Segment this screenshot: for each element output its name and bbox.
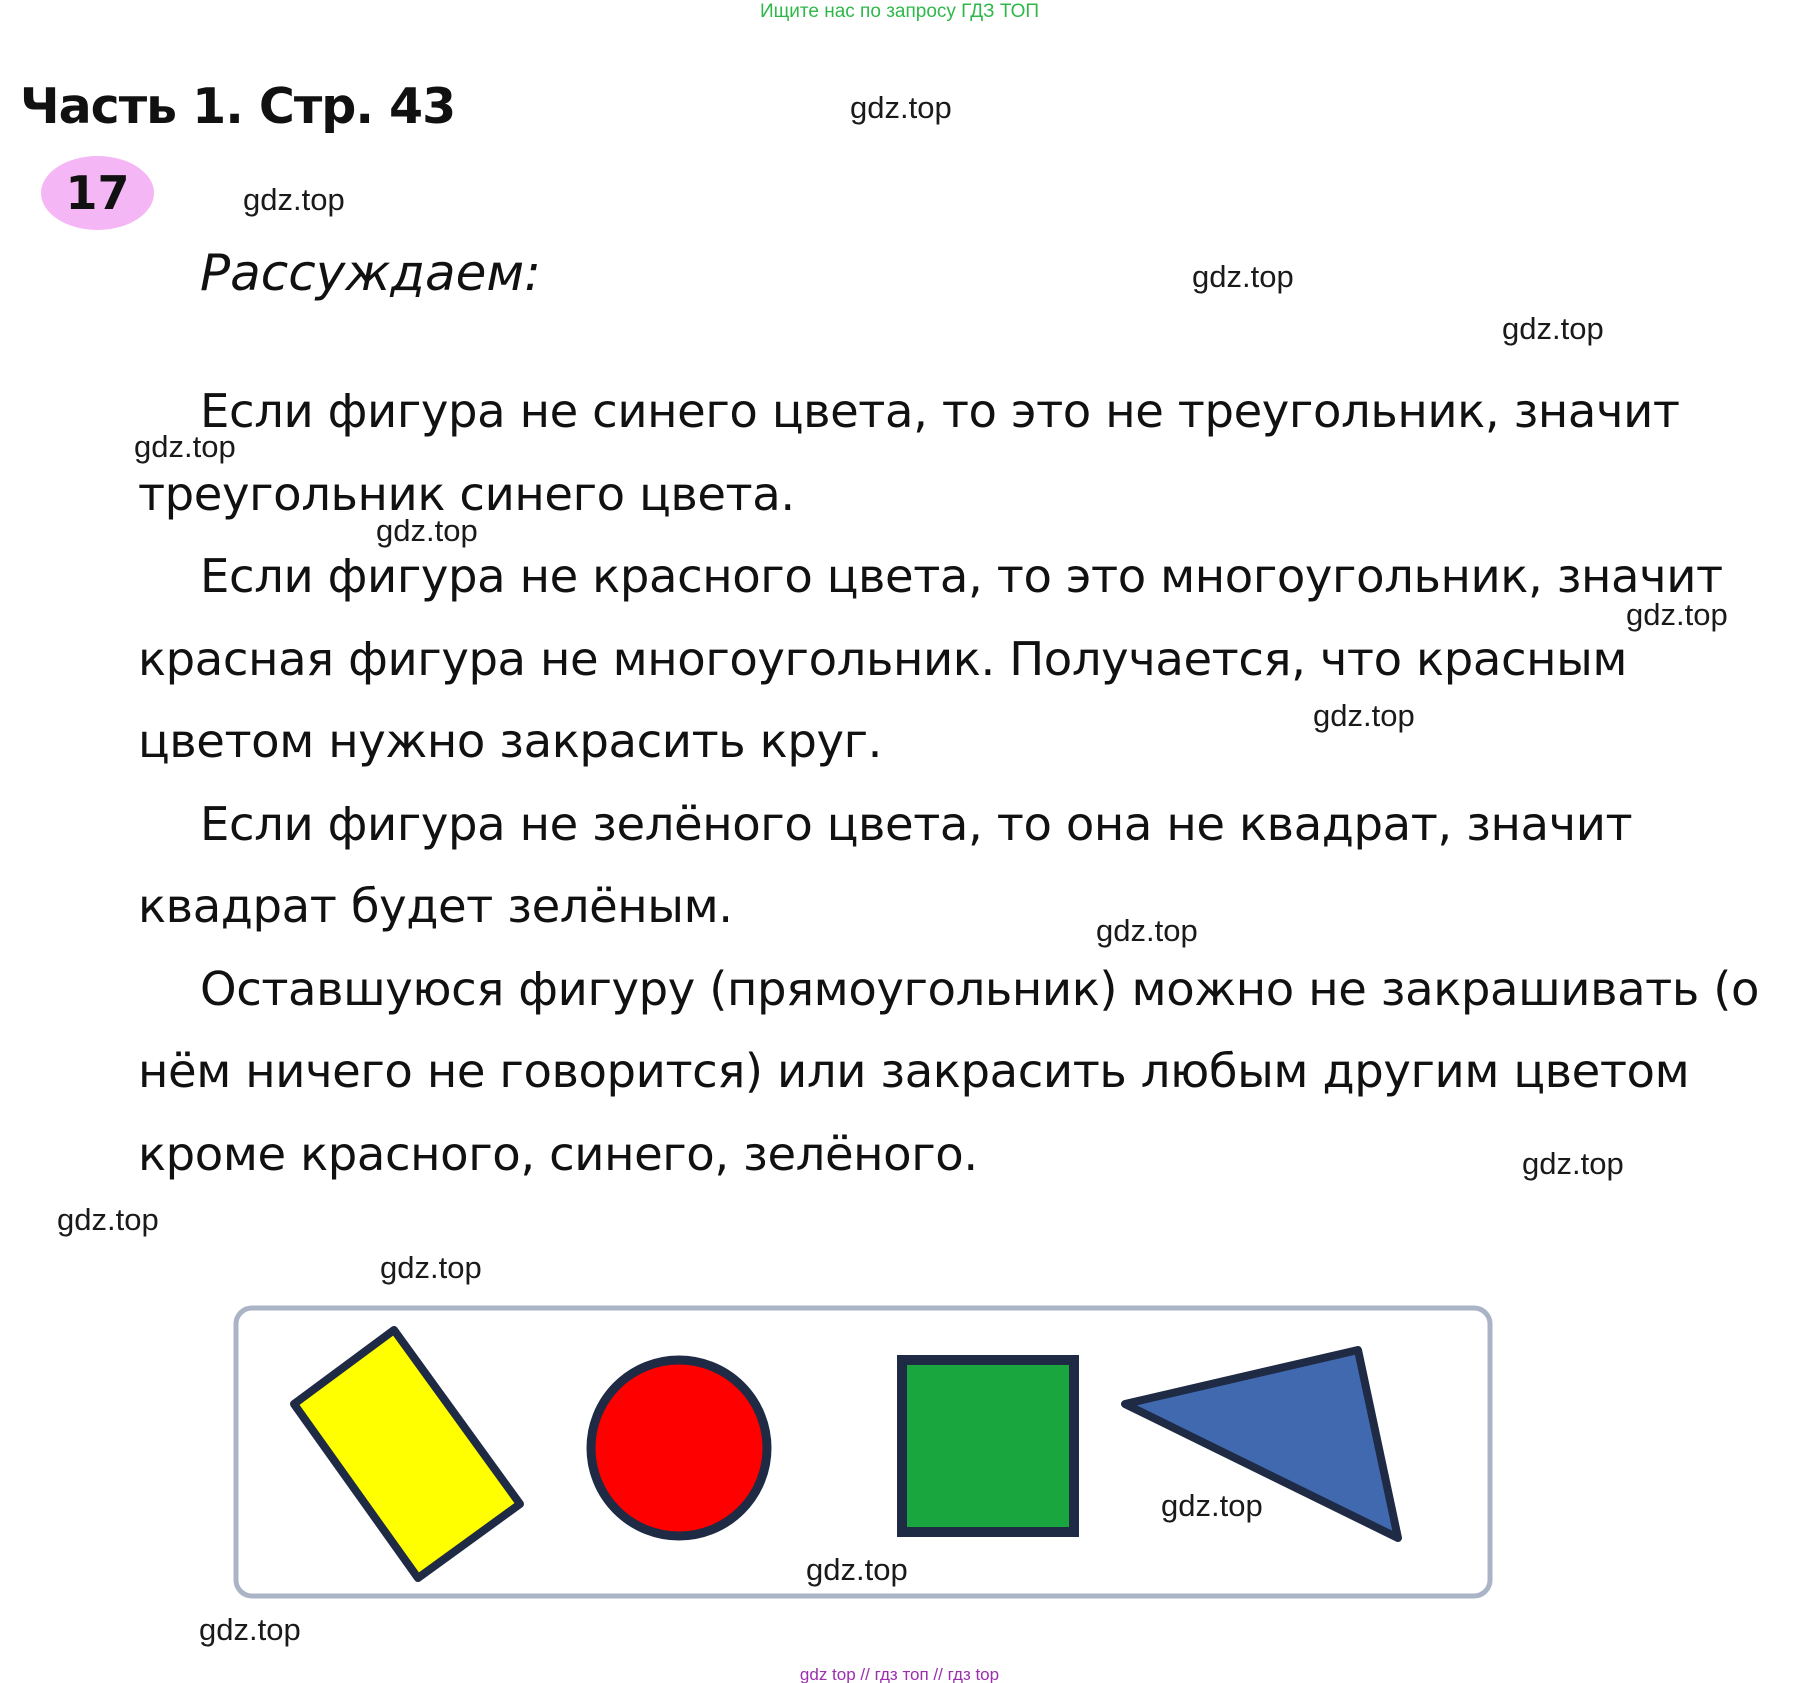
watermark: gdz.top <box>1522 1146 1624 1181</box>
page-title: Часть 1. Стр. 43 <box>20 78 456 135</box>
watermark: gdz.top <box>1161 1488 1263 1523</box>
watermark: gdz.top <box>57 1202 159 1237</box>
watermark: gdz.top <box>1096 913 1198 948</box>
watermark: gdz.top <box>199 1612 301 1647</box>
watermark: gdz.top <box>1192 259 1294 294</box>
task-number-badge <box>41 156 154 230</box>
watermark: gdz.top <box>243 182 345 217</box>
watermark: gdz.top <box>376 513 478 548</box>
watermark: gdz.top <box>1313 698 1415 733</box>
watermark: gdz.top <box>380 1250 482 1285</box>
footer[interactable]: gdz top // гдз топ // гдз top <box>799 1665 1000 1683</box>
task-number: 17 <box>65 166 130 220</box>
top-banner[interactable]: Ищите нас по запросу ГДЗ ТОП <box>759 1 1040 22</box>
reasoning-heading: Рассуждаем: <box>200 244 541 302</box>
paragraph-circle: Если фигура не красного цвета, то это многоугольник, значит красная фигура не многоугольник. Получается, что красным цветом нужно закрасить круг. <box>138 549 1723 768</box>
paragraph-square: Если фигура не зелёного цвета, то она не квадрат, значит квадрат будет зелёным. <box>138 796 1633 933</box>
watermark: gdz.top <box>134 429 236 464</box>
solution-text <box>138 370 1788 1195</box>
watermark: gdz.top <box>1626 597 1728 632</box>
watermark: gdz.top <box>1502 311 1604 346</box>
yellow-rectangle <box>294 1330 520 1578</box>
watermark: gdz.top <box>806 1552 908 1587</box>
red-circle <box>591 1360 767 1536</box>
paragraph-rectangle: Оставшуюся фигуру (прямоугольник) можно не закрашивать (о нём ничего не говорится) или закрасить любым другим цветом кроме красного, синего, зелёного. <box>138 961 1760 1181</box>
watermark: gdz.top <box>850 90 952 125</box>
green-square <box>902 1360 1074 1532</box>
paragraph-triangle: Если фигура не синего цвета, то это не треугольник, значит треугольник синего цвета. <box>138 384 1680 521</box>
